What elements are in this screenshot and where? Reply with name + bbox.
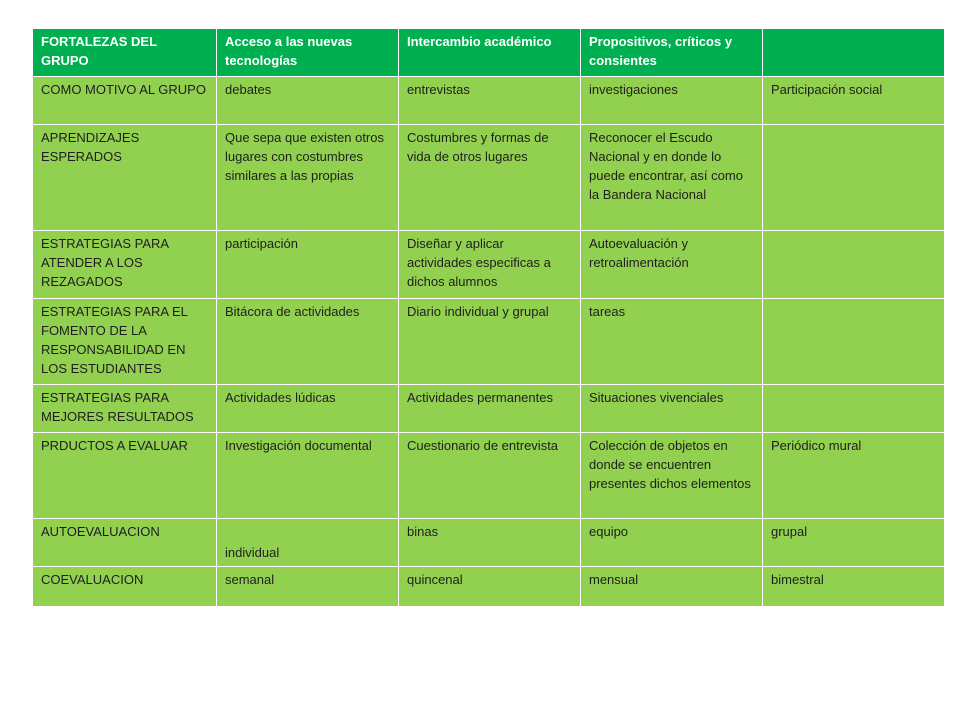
table-cell: tareas (581, 299, 763, 385)
row-label-cell: AUTOEVALUACION (33, 519, 217, 567)
row-label-cell: APRENDIZAJES ESPERADOS (33, 125, 217, 231)
table-cell: Costumbres y formas de vida de otros lugares (399, 125, 581, 231)
evaluation-table (32, 28, 945, 607)
table-cell: quincenal (399, 567, 581, 607)
table-cell: investigaciones (581, 77, 763, 125)
table-cell: Participación social (763, 77, 945, 125)
table-row (33, 567, 945, 607)
table-cell (763, 299, 945, 385)
table-cell: Actividades lúdicas (217, 385, 399, 433)
table-row (33, 299, 945, 385)
table-row (33, 77, 945, 125)
table-row (33, 385, 945, 433)
table-row (33, 519, 945, 567)
table-cell (763, 231, 945, 299)
header-cell: FORTALEZAS DEL GRUPO (33, 29, 217, 77)
row-label-cell: PRDUCTOS A EVALUAR (33, 433, 217, 519)
table-cell: Diario individual y grupal (399, 299, 581, 385)
table-cell: bimestral (763, 567, 945, 607)
table-cell: individual (217, 519, 399, 567)
table-cell: Investigación documental (217, 433, 399, 519)
table-cell: equipo (581, 519, 763, 567)
table-cell: Autoevaluación y retroalimentación (581, 231, 763, 299)
row-label-cell: ESTRATEGIAS PARA EL FOMENTO DE LA RESPONSABILIDAD EN LOS ESTUDIANTES (33, 299, 217, 385)
table-cell: mensual (581, 567, 763, 607)
table-cell: Que sepa que existen otros lugares con costumbres similares a las propias (217, 125, 399, 231)
row-label-cell: COEVALUACION (33, 567, 217, 607)
table-cell (763, 125, 945, 231)
header-cell: Acceso a las nuevas tecnologías (217, 29, 399, 77)
header-cell: Intercambio académico (399, 29, 581, 77)
table-header-row (33, 29, 945, 77)
row-label-cell: COMO MOTIVO AL GRUPO (33, 77, 217, 125)
table-cell: entrevistas (399, 77, 581, 125)
table-cell: grupal (763, 519, 945, 567)
row-label-cell: ESTRATEGIAS PARA ATENDER A LOS REZAGADOS (33, 231, 217, 299)
table-cell: Bitácora de actividades (217, 299, 399, 385)
table-cell: Colección de objetos en donde se encuentren presentes dichos elementos (581, 433, 763, 519)
table-cell: participación (217, 231, 399, 299)
table-row (33, 231, 945, 299)
table-cell: Reconocer el Escudo Nacional y en donde lo puede encontrar, así como la Bandera Nacional (581, 125, 763, 231)
header-cell: Propositivos, críticos y consientes (581, 29, 763, 77)
row-label-cell: ESTRATEGIAS PARA MEJORES RESULTADOS (33, 385, 217, 433)
table-cell: semanal (217, 567, 399, 607)
table-cell: Diseñar y aplicar actividades especificas a dichos alumnos (399, 231, 581, 299)
table-cell: Actividades permanentes (399, 385, 581, 433)
table-cell: Periódico mural (763, 433, 945, 519)
table-row (33, 433, 945, 519)
table-cell: Situaciones vivenciales (581, 385, 763, 433)
table-cell: Cuestionario de entrevista (399, 433, 581, 519)
table-cell (763, 385, 945, 433)
table-row (33, 125, 945, 231)
header-cell (763, 29, 945, 77)
table-cell: debates (217, 77, 399, 125)
table-cell: binas (399, 519, 581, 567)
